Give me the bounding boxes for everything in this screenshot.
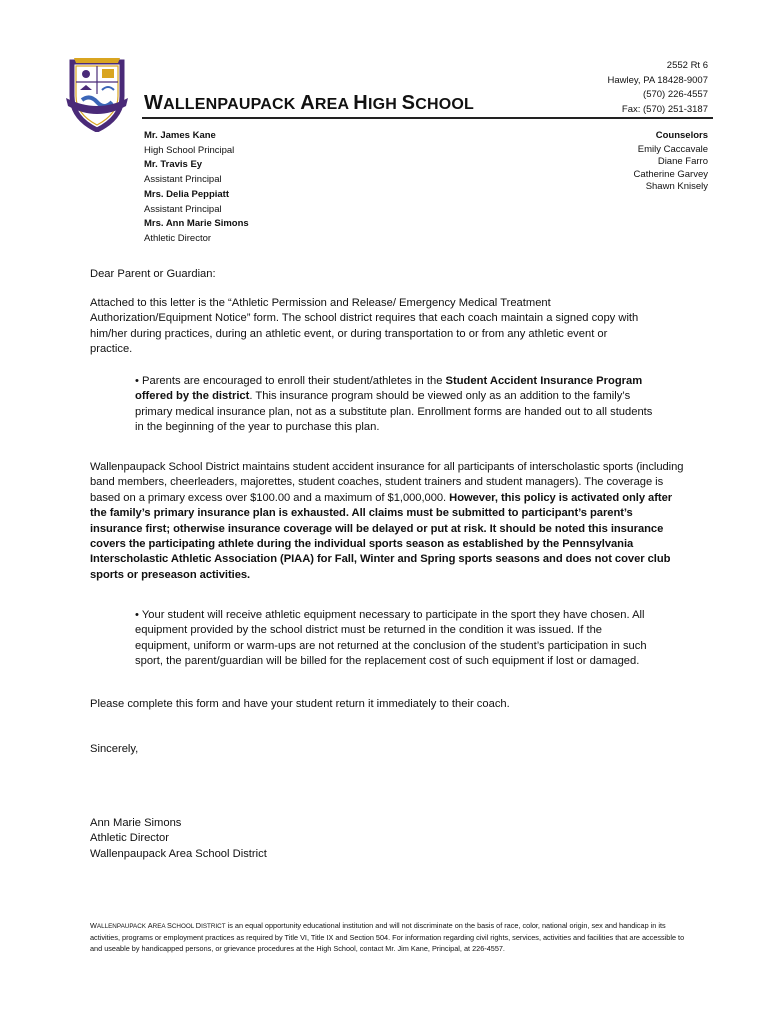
coverage-paragraph: Wallenpaupack School District maintains student accident insurance for all participants of interscholastic sports (including band members, cheerleaders, majorettes, student coaches, student trainers and student managers). The coverage is based on a primary excess over $100.00 and a maximum of $1,000,000. However, this policy is activated only after the family’s primary insurance plan is exhausted. All claims must be submitted to participant’s parent’s insurance first; otherwise insurance coverage will be delayed or put at risk. It should be noted this insurance covers the participating athlete during the individual sports season as established by the Pennsylvania Interscholastic Athletic Association (PIAA) for Fall, Winter and Spring sports seasons and does not cover club sports or preseason activities. bbox=[90, 461, 684, 581]
school-name-heading: WALLENPAUPACK AREA HIGH SCHOOL bbox=[144, 92, 474, 114]
school-address bbox=[607, 59, 708, 117]
signature-block bbox=[90, 816, 267, 862]
counselors-list bbox=[634, 129, 708, 194]
signer-name: Ann Marie Simons bbox=[90, 817, 182, 829]
phone-number: (570) 226-4557 bbox=[643, 89, 708, 101]
staff-title: Athletic Director bbox=[144, 232, 212, 244]
staff-name: Mrs. Delia Peppiatt bbox=[144, 188, 229, 200]
instruction-paragraph: Please complete this form and have your student return it immediately to their coach. bbox=[90, 698, 510, 710]
address-line: 2552 Rt 6 bbox=[666, 60, 708, 71]
address-line: Hawley, PA 18428-9007 bbox=[607, 74, 708, 86]
staff-name: Mr. Travis Ey bbox=[144, 159, 203, 171]
counselor-name: Emily Caccavale bbox=[637, 143, 708, 155]
staff-title: High School Principal bbox=[144, 144, 235, 156]
nondiscrimination-footer: WALLENPAUPACK AREA SCHOOL DISTRICT is an equal opportunity educational institution and will not discriminate on the basis of race, color, national origin, sex and handicap in its activities, programs or employment practices as required by Title VI, Title IX and Section 504. For information regarding civil rights, services, activities and facilities that are accessible to and useable by handicapped persons, or grievance procedures at the High School, contact Mr. Jim Kane, Principal, at 226-4557. bbox=[90, 921, 685, 953]
intro-paragraph: Attached to this letter is the “Athletic Permission and Release/ Emergency Medical Treatment Authorization/Equipment Notice” form. The school district requires that each coach maintain a signed copy with him/her during practices, during an athletic event, or during transportation to or from any athletic event or practice. bbox=[90, 297, 639, 356]
staff-list bbox=[144, 129, 249, 247]
staff-name: Mr. James Kane bbox=[144, 130, 216, 141]
closing: Sincerely, bbox=[90, 743, 139, 755]
insurance-bullet: • Parents are encouraged to enroll their student/athletes in the Student Accident Insurance Program offered by the district. This insurance program should be viewed only as an addition to the family’s primary medical insurance plan, not as a substitute plan. Enrollment forms are handed out to all students in the beginning of the year to purchase this plan. bbox=[135, 375, 653, 434]
signer-organization: Wallenpaupack Area School District bbox=[90, 847, 267, 860]
signer-title: Athletic Director bbox=[90, 832, 169, 845]
counselor-name: Shawn Knisely bbox=[645, 181, 708, 193]
counselor-name: Diane Farro bbox=[657, 156, 708, 168]
fax-number: Fax: (570) 251-3187 bbox=[621, 103, 708, 115]
salutation: Dear Parent or Guardian: bbox=[90, 268, 216, 280]
staff-title: Assistant Principal bbox=[144, 203, 222, 215]
staff-name: Mrs. Ann Marie Simons bbox=[144, 218, 249, 230]
counselor-name: Catherine Garvey bbox=[633, 168, 708, 180]
equipment-bullet: • Your student will receive athletic equipment necessary to participate in the sport they have chosen. All equipment provided by the school district must be returned in the condition it was issued. If the equipment, uniform or warm-ups are not returned at the conclusion of the student’s participation in such sport, the parent/guardian will be billed for the replacement cost of such equipment if lost or damaged. bbox=[135, 609, 647, 668]
counselors-heading: Counselors bbox=[655, 130, 708, 141]
school-crest-logo bbox=[64, 54, 130, 132]
staff-title: Assistant Principal bbox=[144, 174, 222, 186]
